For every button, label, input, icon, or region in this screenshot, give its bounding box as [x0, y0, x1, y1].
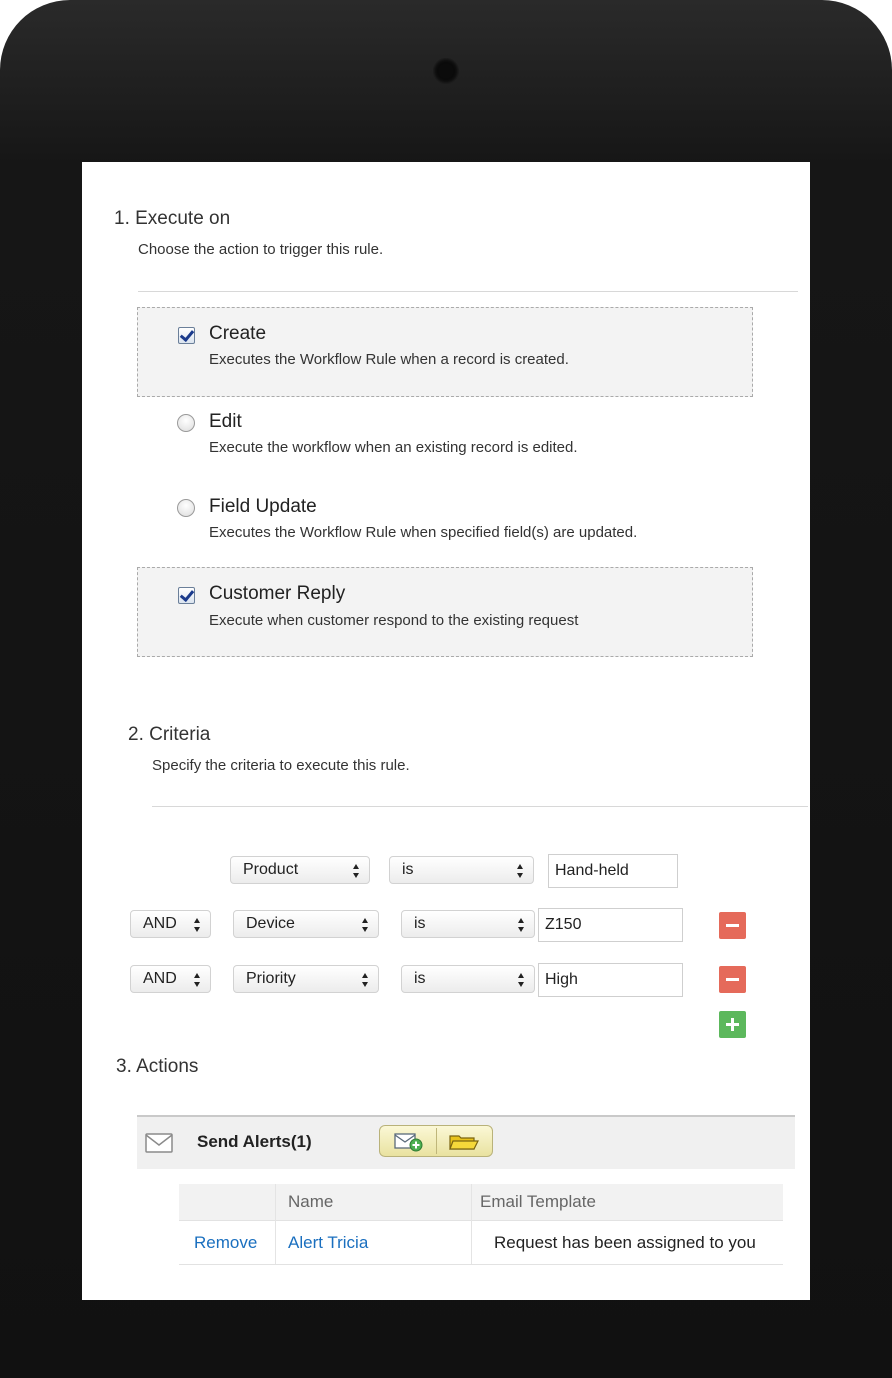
- create-checkbox[interactable]: [178, 327, 195, 344]
- criteria-operator-value: is: [414, 915, 426, 932]
- customer-reply-checkbox[interactable]: [178, 587, 195, 604]
- send-alerts-label: Send Alerts(1): [197, 1132, 312, 1151]
- option-create-title: Create: [209, 323, 267, 344]
- section-1-title: 1. Execute on: [114, 208, 231, 229]
- toolbar-divider: [436, 1128, 437, 1154]
- option-create-desc: Executes the Workflow Rule when a record is created.: [209, 351, 569, 368]
- folder-icon[interactable]: [448, 1133, 480, 1151]
- alert-toolbar: [379, 1125, 493, 1157]
- column-header-name: Name: [288, 1192, 334, 1211]
- criteria-operator-value: is: [402, 861, 414, 878]
- camera-lens: [433, 58, 459, 84]
- section-2-divider: [152, 806, 808, 807]
- criteria-connector-select[interactable]: [130, 965, 211, 993]
- criteria-field-value: Priority: [246, 970, 296, 987]
- criteria-value-input[interactable]: High: [538, 963, 683, 997]
- add-mail-icon[interactable]: [394, 1132, 424, 1152]
- criteria-value-input[interactable]: Z150: [538, 908, 683, 942]
- criteria-field-value: Device: [246, 915, 295, 932]
- section-3-title: 3. Actions: [116, 1056, 199, 1077]
- remove-criteria-button[interactable]: [719, 912, 746, 939]
- add-criteria-button[interactable]: [719, 1011, 746, 1038]
- option-edit-title: Edit: [209, 411, 242, 432]
- column-divider: [275, 1184, 276, 1264]
- select-arrows-icon: [517, 864, 524, 878]
- criteria-operator-value: is: [414, 970, 426, 987]
- option-field-update-desc: Executes the Workflow Rule when specified field(s) are updated.: [209, 524, 638, 541]
- send-alerts-bar: [137, 1115, 795, 1169]
- select-arrows-icon: [518, 973, 525, 987]
- criteria-field-select[interactable]: [230, 856, 370, 884]
- email-template-value: Request has been assigned to you: [494, 1233, 756, 1252]
- criteria-operator-select[interactable]: [401, 965, 535, 993]
- select-arrows-icon: [194, 918, 201, 932]
- criteria-connector-select[interactable]: [130, 910, 211, 938]
- table-bottom-border: [179, 1264, 783, 1265]
- section-1-divider: [138, 291, 798, 292]
- select-arrows-icon: [194, 973, 201, 987]
- criteria-value-input[interactable]: Hand-held: [548, 854, 678, 888]
- envelope-icon: [145, 1133, 173, 1153]
- alerts-table-header: [179, 1184, 783, 1221]
- column-header-email-template: Email Template: [480, 1192, 596, 1211]
- criteria-connector-value: AND: [143, 915, 177, 932]
- remove-criteria-button[interactable]: [719, 966, 746, 993]
- select-arrows-icon: [362, 973, 369, 987]
- select-arrows-icon: [362, 918, 369, 932]
- criteria-field-select[interactable]: [233, 910, 379, 938]
- edit-radio[interactable]: [177, 414, 195, 432]
- option-customer-reply-title: Customer Reply: [209, 583, 346, 604]
- select-arrows-icon: [353, 864, 360, 878]
- option-customer-reply-desc: Execute when customer respond to the existing request: [209, 612, 579, 629]
- alert-name-link[interactable]: Alert Tricia: [288, 1233, 369, 1252]
- section-2-title: 2. Criteria: [128, 724, 211, 745]
- option-edit-desc: Execute the workflow when an existing record is edited.: [209, 439, 578, 456]
- criteria-connector-value: AND: [143, 970, 177, 987]
- section-2-subtitle: Specify the criteria to execute this rule.: [152, 757, 410, 774]
- select-arrows-icon: [518, 918, 525, 932]
- remove-link[interactable]: Remove: [194, 1233, 258, 1252]
- option-field-update-title: Field Update: [209, 496, 317, 517]
- section-1-subtitle: Choose the action to trigger this rule.: [138, 241, 384, 258]
- field-update-radio[interactable]: [177, 499, 195, 517]
- column-divider: [471, 1184, 472, 1264]
- criteria-field-select[interactable]: [233, 965, 379, 993]
- criteria-operator-select[interactable]: [401, 910, 535, 938]
- workflow-screen: [82, 162, 810, 1300]
- criteria-operator-select[interactable]: [389, 856, 534, 884]
- criteria-field-value: Product: [243, 861, 299, 878]
- alerts-table: [179, 1184, 783, 1264]
